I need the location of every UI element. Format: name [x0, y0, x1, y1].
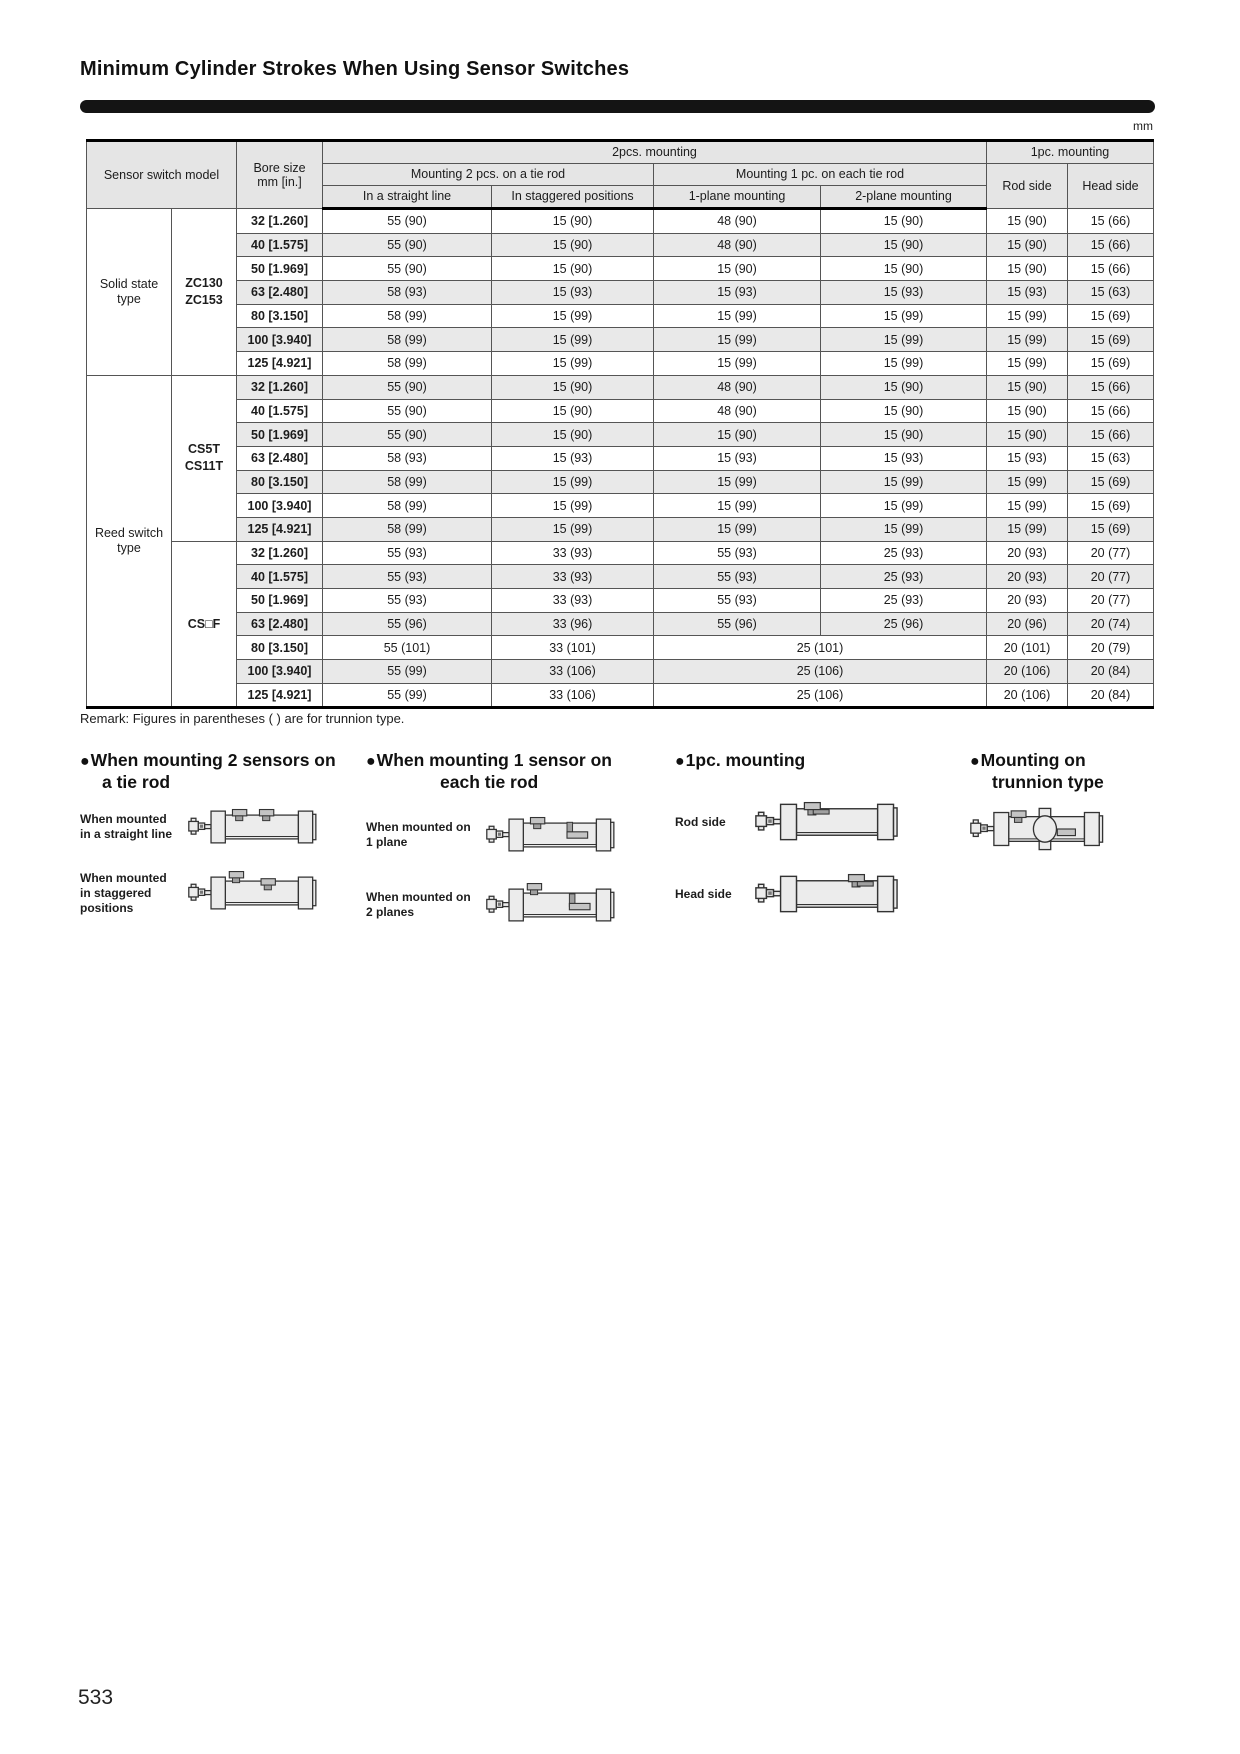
stroke-value-cell: 55 (90): [323, 209, 492, 234]
stroke-value-cell: 58 (93): [323, 281, 492, 305]
bore-size-cell: 40 [1.575]: [237, 565, 323, 589]
header-mounting-1pc-each-tie-rod: Mounting 1 pc. on each tie rod: [654, 164, 987, 186]
section-title: ●When mounting 1 sensor on: [366, 750, 612, 770]
bore-size-cell: 100 [3.940]: [237, 328, 323, 352]
stroke-value-cell: 25 (96): [821, 612, 987, 636]
table-row: [87, 446, 1154, 470]
stroke-value-cell: 33 (106): [492, 683, 654, 708]
bore-size-cell: 100 [3.940]: [237, 660, 323, 684]
stroke-value-cell: 15 (99): [492, 494, 654, 518]
stroke-value-cell: 33 (96): [492, 612, 654, 636]
table-row: [87, 352, 1154, 376]
mounting-section: [366, 750, 621, 931]
stroke-value-cell: 15 (99): [821, 352, 987, 376]
stroke-value-cell: 20 (84): [1068, 660, 1154, 684]
diagram-label: Head side: [675, 886, 732, 901]
stroke-value-cell: 15 (99): [654, 304, 821, 328]
diagram-item: [366, 809, 621, 861]
header-2pcs-mounting: 2pcs. mounting: [323, 141, 987, 164]
stroke-value-cell: 15 (90): [492, 423, 654, 447]
mounting-section: [80, 750, 336, 919]
stroke-value-cell: 55 (93): [323, 565, 492, 589]
section-title-line2: a tie rod: [102, 772, 171, 792]
mounting-section: [675, 750, 905, 920]
stroke-value-cell: 55 (93): [323, 541, 492, 565]
stroke-value-cell: 15 (99): [654, 328, 821, 352]
stroke-value-cell: 15 (66): [1068, 257, 1154, 281]
table-row: [87, 233, 1154, 257]
table-row: [87, 328, 1154, 352]
stroke-value-cell: 58 (99): [323, 517, 492, 541]
bore-size-cell: 40 [1.575]: [237, 399, 323, 423]
header-mounting-2pcs-tie-rod: Mounting 2 pcs. on a tie rod: [323, 164, 654, 186]
stroke-value-cell: 55 (93): [654, 541, 821, 565]
stroke-value-cell: 15 (90): [987, 209, 1068, 234]
stroke-value-cell: 48 (90): [654, 375, 821, 399]
stroke-value-cell: 20 (77): [1068, 541, 1154, 565]
stroke-value-cell: 15 (90): [987, 257, 1068, 281]
stroke-value-cell: 15 (93): [987, 446, 1068, 470]
header-rod-side: Rod side: [987, 164, 1068, 209]
diagram-label: When mounted in a straight line: [80, 812, 173, 841]
stroke-value-cell: 20 (106): [987, 660, 1068, 684]
stroke-value-cell: 15 (99): [821, 304, 987, 328]
header-1-plane-mounting: 1-plane mounting: [654, 186, 821, 209]
diagram-item: [366, 879, 621, 931]
switch-type-cell: Solid state type: [87, 209, 172, 376]
stroke-value-cell: 15 (99): [987, 352, 1068, 376]
stroke-value-cell: 15 (90): [654, 257, 821, 281]
table-row: [87, 565, 1154, 589]
stroke-value-cell: 20 (93): [987, 589, 1068, 613]
table-row: [87, 612, 1154, 636]
stroke-value-cell: 58 (99): [323, 470, 492, 494]
stroke-value-cell: 15 (90): [492, 233, 654, 257]
stroke-value-cell: 15 (69): [1068, 328, 1154, 352]
table-row: [87, 281, 1154, 305]
section-title: ●1pc. mounting: [675, 750, 806, 770]
stroke-value-cell: 58 (99): [323, 494, 492, 518]
page-title: Minimum Cylinder Strokes When Using Sensor Switches: [80, 58, 630, 80]
table-row: [87, 375, 1154, 399]
stroke-value-cell: 48 (90): [654, 399, 821, 423]
section-title: ●Mounting on: [970, 750, 1086, 770]
bore-size-cell: 125 [4.921]: [237, 517, 323, 541]
stroke-value-cell: 15 (93): [821, 446, 987, 470]
stroke-value-cell: 15 (69): [1068, 494, 1154, 518]
diagram-item: [80, 867, 336, 919]
stroke-value-cell: 55 (90): [323, 423, 492, 447]
stroke-value-cell: 20 (96): [987, 612, 1068, 636]
table-row: [87, 541, 1154, 565]
table-row: [87, 470, 1154, 494]
stroke-value-cell: 15 (90): [987, 233, 1068, 257]
bore-size-cell: 80 [3.150]: [237, 470, 323, 494]
stroke-value-cell: 33 (93): [492, 565, 654, 589]
table-row: [87, 304, 1154, 328]
stroke-value-cell: 15 (99): [987, 470, 1068, 494]
stroke-value-cell: 55 (93): [654, 565, 821, 589]
stroke-value-cell: 20 (106): [987, 683, 1068, 708]
stroke-value-cell: 25 (101): [654, 636, 987, 660]
section-title: ●When mounting 2 sensors on: [80, 750, 336, 770]
stroke-value-cell: 15 (99): [654, 494, 821, 518]
bore-size-cell: 100 [3.940]: [237, 494, 323, 518]
bore-size-cell: 63 [2.480]: [237, 281, 323, 305]
stroke-value-cell: 33 (93): [492, 541, 654, 565]
stroke-value-cell: 55 (90): [323, 233, 492, 257]
stroke-value-cell: 15 (90): [821, 233, 987, 257]
stroke-value-cell: 25 (106): [654, 683, 987, 708]
stroke-value-cell: 15 (99): [987, 517, 1068, 541]
stroke-value-cell: 15 (93): [987, 281, 1068, 305]
header-2-plane-mounting: 2-plane mounting: [821, 186, 987, 209]
header-1pc-mounting: 1pc. mounting: [987, 141, 1154, 164]
stroke-value-cell: 20 (101): [987, 636, 1068, 660]
stroke-value-cell: 33 (93): [492, 589, 654, 613]
page-number: 533: [78, 1686, 114, 1709]
diagram-label: When mounted in staggered positions: [80, 870, 167, 915]
stroke-value-cell: 25 (106): [654, 660, 987, 684]
stroke-value-cell: 15 (63): [1068, 446, 1154, 470]
stroke-value-cell: 15 (93): [654, 446, 821, 470]
table-row: [87, 660, 1154, 684]
stroke-value-cell: 15 (99): [821, 328, 987, 352]
stroke-value-cell: 15 (93): [654, 281, 821, 305]
stroke-value-cell: 15 (69): [1068, 352, 1154, 376]
section-title-line2: each tie rod: [440, 772, 539, 792]
bore-size-cell: 80 [3.150]: [237, 636, 323, 660]
stroke-value-cell: 15 (99): [654, 352, 821, 376]
table-row: [87, 517, 1154, 541]
stroke-value-cell: 15 (66): [1068, 375, 1154, 399]
header-bore-size: Bore size mm [in.]: [237, 141, 323, 209]
header-straight-line: In a straight line: [323, 186, 492, 209]
stroke-value-cell: 58 (93): [323, 446, 492, 470]
section-title-line2: trunnion type: [992, 772, 1104, 792]
bore-size-cell: 32 [1.260]: [237, 541, 323, 565]
model-cell: CS5T CS11T: [172, 375, 237, 541]
stroke-value-cell: 15 (99): [821, 517, 987, 541]
stroke-value-cell: 15 (99): [654, 470, 821, 494]
stroke-value-cell: 58 (99): [323, 352, 492, 376]
stroke-value-cell: 15 (93): [492, 281, 654, 305]
stroke-value-cell: 55 (93): [654, 589, 821, 613]
stroke-value-cell: 15 (99): [821, 470, 987, 494]
stroke-value-cell: 15 (69): [1068, 470, 1154, 494]
table-row: [87, 423, 1154, 447]
stroke-value-cell: 15 (66): [1068, 233, 1154, 257]
stroke-value-cell: 55 (96): [654, 612, 821, 636]
stroke-value-cell: 15 (99): [987, 494, 1068, 518]
stroke-value-cell: 15 (99): [654, 517, 821, 541]
stroke-value-cell: 15 (99): [492, 470, 654, 494]
table-remark: Remark: Figures in parentheses ( ) are for trunnion type.: [80, 711, 405, 726]
stroke-value-cell: 15 (66): [1068, 209, 1154, 234]
cylinder-diagram-plane1-icon: [486, 809, 621, 861]
bore-size-cell: 50 [1.969]: [237, 423, 323, 447]
stroke-value-cell: 15 (90): [987, 399, 1068, 423]
bore-size-cell: 80 [3.150]: [237, 304, 323, 328]
stroke-value-cell: 33 (106): [492, 660, 654, 684]
stroke-value-cell: 15 (90): [821, 257, 987, 281]
stroke-value-cell: 48 (90): [654, 233, 821, 257]
bore-size-cell: 32 [1.260]: [237, 209, 323, 234]
stroke-value-cell: 55 (96): [323, 612, 492, 636]
stroke-value-cell: 15 (66): [1068, 399, 1154, 423]
diagram-item: [675, 868, 905, 920]
strokes-table-wrap: [86, 139, 1154, 709]
strokes-table: [86, 139, 1154, 709]
bore-size-cell: 50 [1.969]: [237, 589, 323, 613]
bullet-icon: ●: [970, 753, 980, 770]
stroke-value-cell: 15 (69): [1068, 304, 1154, 328]
stroke-value-cell: 20 (77): [1068, 589, 1154, 613]
cylinder-diagram-straight-icon: [188, 801, 323, 853]
table-row: [87, 636, 1154, 660]
header-staggered-positions: In staggered positions: [492, 186, 654, 209]
diagram-label: Rod side: [675, 814, 726, 829]
stroke-value-cell: 20 (79): [1068, 636, 1154, 660]
stroke-value-cell: 15 (90): [492, 375, 654, 399]
stroke-value-cell: 20 (77): [1068, 565, 1154, 589]
bore-size-cell: 50 [1.969]: [237, 257, 323, 281]
stroke-value-cell: 55 (90): [323, 257, 492, 281]
table-row: [87, 683, 1154, 708]
stroke-value-cell: 20 (84): [1068, 683, 1154, 708]
stroke-value-cell: 15 (69): [1068, 517, 1154, 541]
bullet-icon: ●: [80, 753, 90, 770]
bore-size-cell: 125 [4.921]: [237, 352, 323, 376]
stroke-value-cell: 15 (90): [821, 375, 987, 399]
diagram-item: [80, 801, 336, 853]
stroke-value-cell: 15 (90): [492, 209, 654, 234]
stroke-value-cell: 15 (99): [492, 517, 654, 541]
title-divider-bar: [80, 100, 1155, 113]
stroke-value-cell: 48 (90): [654, 209, 821, 234]
stroke-value-cell: 15 (66): [1068, 423, 1154, 447]
diagram-label: When mounted on 1 plane: [366, 820, 471, 849]
stroke-value-cell: 15 (90): [987, 375, 1068, 399]
mounting-section: [970, 750, 1110, 855]
stroke-value-cell: 15 (99): [987, 328, 1068, 352]
table-row: [87, 589, 1154, 613]
bore-size-cell: 125 [4.921]: [237, 683, 323, 708]
diagram-item: [970, 803, 1110, 855]
stroke-value-cell: 25 (93): [821, 541, 987, 565]
stroke-value-cell: 55 (90): [323, 375, 492, 399]
stroke-value-cell: 33 (101): [492, 636, 654, 660]
diagram-label: When mounted on 2 planes: [366, 890, 471, 919]
bore-size-cell: 40 [1.575]: [237, 233, 323, 257]
stroke-value-cell: 15 (90): [987, 423, 1068, 447]
diagram-item: [675, 796, 905, 848]
header-head-side: Head side: [1068, 164, 1154, 209]
stroke-value-cell: 25 (93): [821, 589, 987, 613]
unit-label: mm: [1133, 119, 1153, 133]
table-row: [87, 494, 1154, 518]
bullet-icon: ●: [675, 753, 685, 770]
stroke-value-cell: 15 (99): [492, 328, 654, 352]
stroke-value-cell: 15 (90): [821, 209, 987, 234]
table-row: [87, 209, 1154, 234]
model-cell: CS□F: [172, 541, 237, 708]
stroke-value-cell: 15 (99): [987, 304, 1068, 328]
bullet-icon: ●: [366, 753, 376, 770]
stroke-value-cell: 20 (93): [987, 541, 1068, 565]
stroke-value-cell: 25 (93): [821, 565, 987, 589]
stroke-value-cell: 55 (99): [323, 683, 492, 708]
stroke-value-cell: 20 (93): [987, 565, 1068, 589]
stroke-value-cell: 15 (90): [821, 399, 987, 423]
stroke-value-cell: 15 (99): [492, 304, 654, 328]
bore-size-cell: 63 [2.480]: [237, 446, 323, 470]
stroke-value-cell: 15 (90): [492, 257, 654, 281]
table-row: [87, 257, 1154, 281]
cylinder-diagram-staggered-icon: [188, 867, 323, 919]
stroke-value-cell: 15 (93): [821, 281, 987, 305]
stroke-value-cell: 15 (93): [492, 446, 654, 470]
cylinder-diagram-trunnion-icon: [970, 803, 1110, 855]
model-cell: ZC130 ZC153: [172, 209, 237, 376]
stroke-value-cell: 15 (90): [821, 423, 987, 447]
stroke-value-cell: 55 (101): [323, 636, 492, 660]
stroke-value-cell: 15 (99): [492, 352, 654, 376]
switch-type-cell: Reed switch type: [87, 375, 172, 708]
stroke-value-cell: 20 (74): [1068, 612, 1154, 636]
stroke-value-cell: 58 (99): [323, 328, 492, 352]
header-sensor-switch-model: Sensor switch model: [87, 141, 237, 209]
stroke-value-cell: 55 (90): [323, 399, 492, 423]
cylinder-diagram-rodside-icon: [755, 796, 905, 848]
stroke-value-cell: 58 (99): [323, 304, 492, 328]
stroke-value-cell: 15 (63): [1068, 281, 1154, 305]
stroke-value-cell: 55 (99): [323, 660, 492, 684]
table-row: [87, 399, 1154, 423]
stroke-value-cell: 15 (90): [654, 423, 821, 447]
bore-size-cell: 63 [2.480]: [237, 612, 323, 636]
stroke-value-cell: 55 (93): [323, 589, 492, 613]
cylinder-diagram-plane2-icon: [486, 879, 621, 931]
bore-size-cell: 32 [1.260]: [237, 375, 323, 399]
stroke-value-cell: 15 (99): [821, 494, 987, 518]
cylinder-diagram-headside-icon: [755, 868, 905, 920]
stroke-value-cell: 15 (90): [492, 399, 654, 423]
